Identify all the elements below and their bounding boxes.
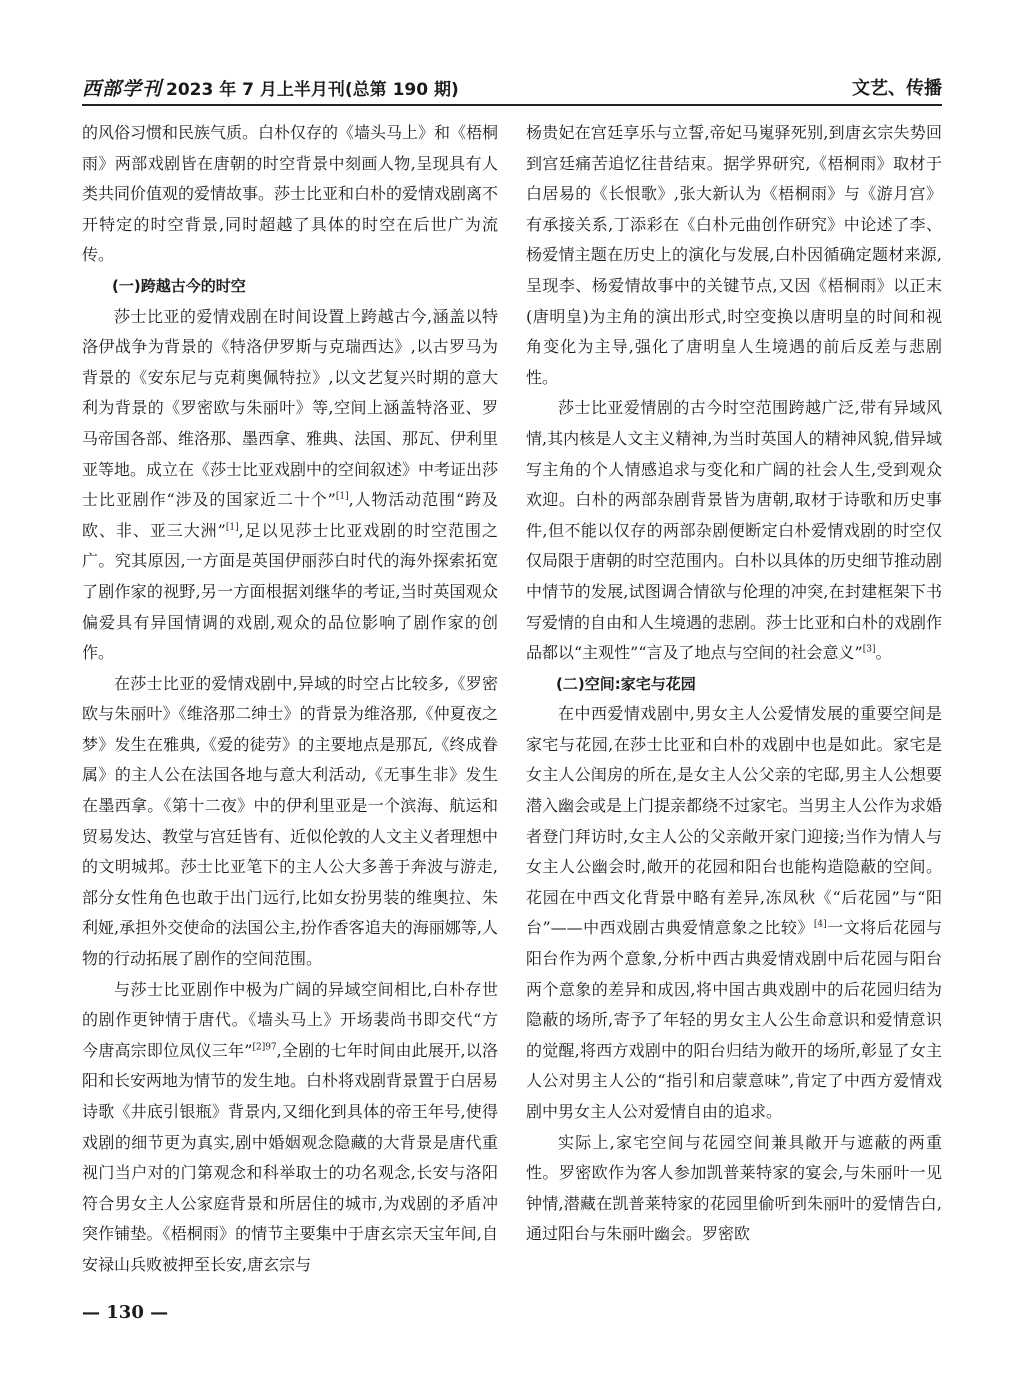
paragraph: 与莎士比亚剧作中极为广阔的异域空间相比,白朴存世的剧作更钟情于唐代。《墙头马上》开场裴尚书即交代“方今唐高宗即位凤仪三年”$^{[2]97}$,全剧的七年时间由此展开,以洛阳和长安两地为情节的发生地。白朴将戏剧背景置于白居易诗歌《井底引银瓶》背景内,又细化到具体的帝王年号,使得戏剧的细节更为真实,剧中婚姻观念隐藏的大背景是唐代重视门当户对的门第观念和科举取士的功名观念,长安与洛阳符合男女主人公家庭背景和所居住的城市,为戏剧的矛盾冲突作铺垫。《梧桐雨》的情节主要集中于唐玄宗天宝年间,自安禄山兵败被押至长安,唐玄宗与 [82, 979, 499, 1274]
paragraph: 莎士比亚爱情剧的古今时空范围跨越广泛,带有异域风情,其内核是人文主义精神,为当时英国人的精神风貌,借异域写主角的个人情感追求与变化和广阔的社会人生,受到观众欢迎。白朴的两部杂剧背景皆为唐朝,取材于诗歌和历史事件,但不能以仅存的两部杂剧便断定白朴爱情戏剧的时空仅仅局限于唐朝的时空范围内。白朴以具体的历史细节推动剧中情节的发展,试图调合情欲与伦理的冲突,在封建框架下书写爱情的自由和人生境遇的悲剧。莎士比亚和白朴的戏剧作品都以“主观性”“言及了地点与空间的社会意义”[3]。 [526, 398, 943, 663]
section-heading: (一)跨越古今的时空 [112, 276, 246, 295]
citation: [1] [335, 491, 349, 502]
paragraph: 莎士比亚的爱情戏剧在时间设置上跨越古今,涵盖以特洛伊战争为背景的《特洛伊罗斯与克瑞西达》,以古罗马为背景的《安东尼与克莉奥佩特拉》,以文艺复兴时期的意大利为背景的《罗密欧与朱丽叶》等,空间上涵盖特洛亚、罗马帝国各部、维洛那、墨西拿、雅典、法国、那瓦、伊利里亚等地。成立在《莎士比亚戏剧中的空间叙述》中考证出莎士比亚剧作“涉及的国家近二十个”[1],人物活动范围“跨及欧、非、亚三大洲”[1],足以见莎士比亚戏剧的时空范围之广。究其原因,一方面是英国伊丽莎白时代的海外探索拓宽了剧作家的视野,另一方面根据刘继华的考证,当时英国观众偏爱具有异国情调的戏剧,观众的品位影响了剧作家的创作。 [82, 306, 499, 663]
header-left [82, 74, 459, 101]
paragraph: 在莎士比亚的爱情戏剧中,异域的时空占比较多,《罗密欧与朱丽叶》《维洛那二绅士》的背景为维洛那,《仲夏夜之梦》发生在雅典,《爱的徒劳》的主要地点是那瓦,《终成眷属》的主人公在法国各地与意大利活动,《无事生非》发生在墨西拿。《第十二夜》中的伊利里亚是一个滨海、航运和贸易发达、教堂与宫廷皆有、近似伦敦的人文主义者理想中的文明城邦。莎士比亚笔下的主人公大多善于奔波与游走,部分女性角色也敢于出门远行,比如女扮男装的维奥拉、朱利娅,承担外交使命的法国公主,扮作香客追夫的海丽娜等,人物的行动拓展了剧作的空间范围。 [82, 673, 499, 969]
citation: [3] [862, 644, 876, 655]
right-column [526, 118, 942, 1281]
citation: [1] [225, 522, 239, 533]
page-header [82, 70, 942, 106]
citation: [2]97 [252, 1042, 277, 1053]
citation: [4] [813, 920, 827, 931]
paragraph: 实际上,家宅空间与花园空间兼具敞开与遮蔽的两重性。罗密欧作为客人参加凯普莱特家的宴会,与朱丽叶一见钟情,潜藏在凯普莱特家的花园里偷听到朱丽叶的爱情告白,通过阳台与朱丽叶幽会。罗密欧 [526, 1132, 942, 1244]
section-title: 文艺、传播 [852, 78, 942, 99]
paragraph: 杨贵妃在宫廷享乐与立誓,帝妃马嵬驿死别,到唐玄宗失势回到宫廷痛苦追忆往昔结束。据学界研究,《梧桐雨》取材于白居易的《长恨歌》,张大新认为《梧桐雨》与《游月宫》有承接关系,丁添彩在《白朴元曲创作研究》中论述了李、杨爱情主题在历史上的演化与发展,白朴因循确定题材来源,呈现李、杨爱情故事中的关键节点,又因《梧桐雨》以正末(唐明皇)为主角的演出形式,时空变换以唐明皇的时间和视角变化为主导,强化了唐明皇人生境遇的前后反差与悲剧性。 [526, 123, 942, 387]
paragraph: 在中西爱情戏剧中,男女主人公爱情发展的重要空间是家宅与花园,在莎士比亚和白朴的戏剧中也是如此。家宅是女主人公闺房的所在,是女主人公父亲的宅邸,男主人公想要潜入幽会或是上门提亲都绕不过家宅。当男主人公作为求婚者登门拜访时,女主人公的父亲敞开家门迎接;当作为情人与女主人公幽会时,敞开的花园和阳台也能构造隐蔽的空间。花园在中西文化背景中略有差异,冻凤秋《“后花园”与“阳台”——中西戏剧古典爱情意象之比较》[4]一文将后花园与阳台作为两个意象,分析中西古典爱情戏剧中后花园与阳台两个意象的差异和成因,将中国古典戏剧中的后花园归结为隐蔽的场所,寄予了年轻的男女主人公生命意识和爱情意识的觉醒,将西方戏剧中的阳台归结为敞开的场所,彰显了女主人公对男主人公的“指引和启蒙意味”,肯定了中西方爱情戏剧中男女主人公对爱情自由的追求。 [526, 704, 943, 1121]
article-body [82, 118, 942, 1281]
page-number: — 130 — [82, 1302, 169, 1323]
issue-info: 2023 年 7 月上半月刊(总第 190 期) [166, 79, 459, 100]
paragraph: 的风俗习惯和民族气质。白朴仅存的《墙头马上》和《梧桐雨》两部戏剧皆在唐朝的时空背景中刻画人物,呈现具有人类共同价值观的爱情故事。莎士比亚和白朴的爱情戏剧离不开特定的时空背景,同时超越了具体的时空在后世广为流传。 [82, 123, 499, 265]
left-column [82, 118, 498, 1281]
journal-logo: 西部学刊 [82, 77, 163, 100]
section-heading: (二)空间:家宅与花园 [556, 674, 696, 693]
